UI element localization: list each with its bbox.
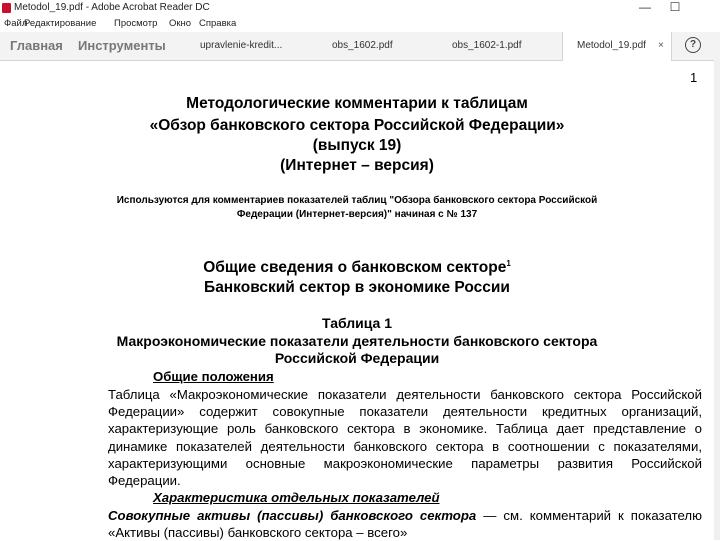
paragraph-assets-term: Совокупные активы (пассивы) банковского сектора — [108, 508, 477, 523]
tab-home[interactable]: Главная — [10, 38, 63, 53]
section-title-line-1 — [0, 259, 714, 277]
section-title-text: Общие сведения о банковском секторе — [203, 259, 507, 277]
window-titlebar — [0, 0, 720, 16]
scrollbar[interactable] — [714, 60, 720, 540]
menu-item-window[interactable]: Окно — [169, 18, 192, 29]
doc-title-line-2: «Обзор банковского сектора Российской Федерации» — [149, 117, 565, 134]
window-title: Metodol_19.pdf - Adobe Acrobat Reader DC — [14, 2, 210, 13]
tab-doc-obs-1602[interactable]: obs_1602.pdf — [332, 40, 393, 51]
paragraph-assets — [108, 507, 702, 541]
menu-bar — [0, 16, 720, 32]
doc-title-line-3: (выпуск 19) — [312, 137, 402, 154]
footnote-marker: 1 — [506, 259, 511, 268]
close-tab-icon[interactable]: × — [658, 40, 664, 51]
help-icon[interactable]: ? — [685, 37, 701, 53]
section-title-line-2: Банковский сектор в экономике России — [204, 279, 510, 296]
menu-item-help[interactable]: Справка — [199, 18, 237, 29]
tab-doc-obs-1602-1[interactable]: obs_1602-1.pdf — [452, 40, 522, 51]
heading-characteristics: Характеристика отдельных показателей — [153, 490, 440, 505]
doc-subtitle-line-2: Федерации (Интернет-версия)" начиная с № 137 — [236, 209, 478, 220]
page-number: 1 — [690, 70, 698, 85]
table-title-line-2: Российской Федерации — [274, 350, 440, 366]
paragraph-assets-text: — см. комментарий к показателю «Активы (пассивы) банковского сектора – всего» — [108, 508, 702, 541]
tab-doc-upravlenie[interactable]: upravlenie-kredit... — [200, 40, 283, 51]
tab-label: Metodol_19.pdf — [577, 40, 646, 51]
table-title-line-1: Макроэкономические показатели деятельности банковского сектора — [116, 333, 598, 349]
table-label: Таблица 1 — [321, 315, 393, 331]
paragraph-general: Таблица «Макроэкономические показатели деятельности банковского сектора Российской Федерации» содержит совокупные показатели деятельности кредитных организаций, характеризующие роль банковского сектора в экономике. Таблица дает представление о динамике показателей деятельности банковского сектора в соотношении с показателями, характеризующими основные макроэкономические параметры развития Российской Федерации. — [108, 387, 702, 489]
acrobat-icon — [2, 3, 11, 13]
menu-item-edit[interactable]: Редактирование — [24, 18, 97, 29]
doc-title-line-1: Методологические комментарии к таблицам — [186, 95, 528, 112]
maximize-button[interactable]: ☐ — [669, 0, 681, 14]
heading-general: Общие положения — [153, 369, 274, 384]
doc-title-line-4: (Интернет – версия) — [280, 157, 434, 174]
tab-doc-metodol-active[interactable] — [562, 32, 672, 61]
doc-subtitle-line-1: Используются для комментариев показателей таблиц "Обзора банковского сектора Российской — [116, 195, 598, 206]
tab-bar — [0, 32, 720, 61]
menu-item-file[interactable]: Файл — [4, 18, 28, 29]
minimize-button[interactable]: — — [639, 0, 651, 14]
tab-tools[interactable]: Инструменты — [78, 38, 166, 53]
menu-item-view[interactable]: Просмотр — [114, 18, 158, 29]
